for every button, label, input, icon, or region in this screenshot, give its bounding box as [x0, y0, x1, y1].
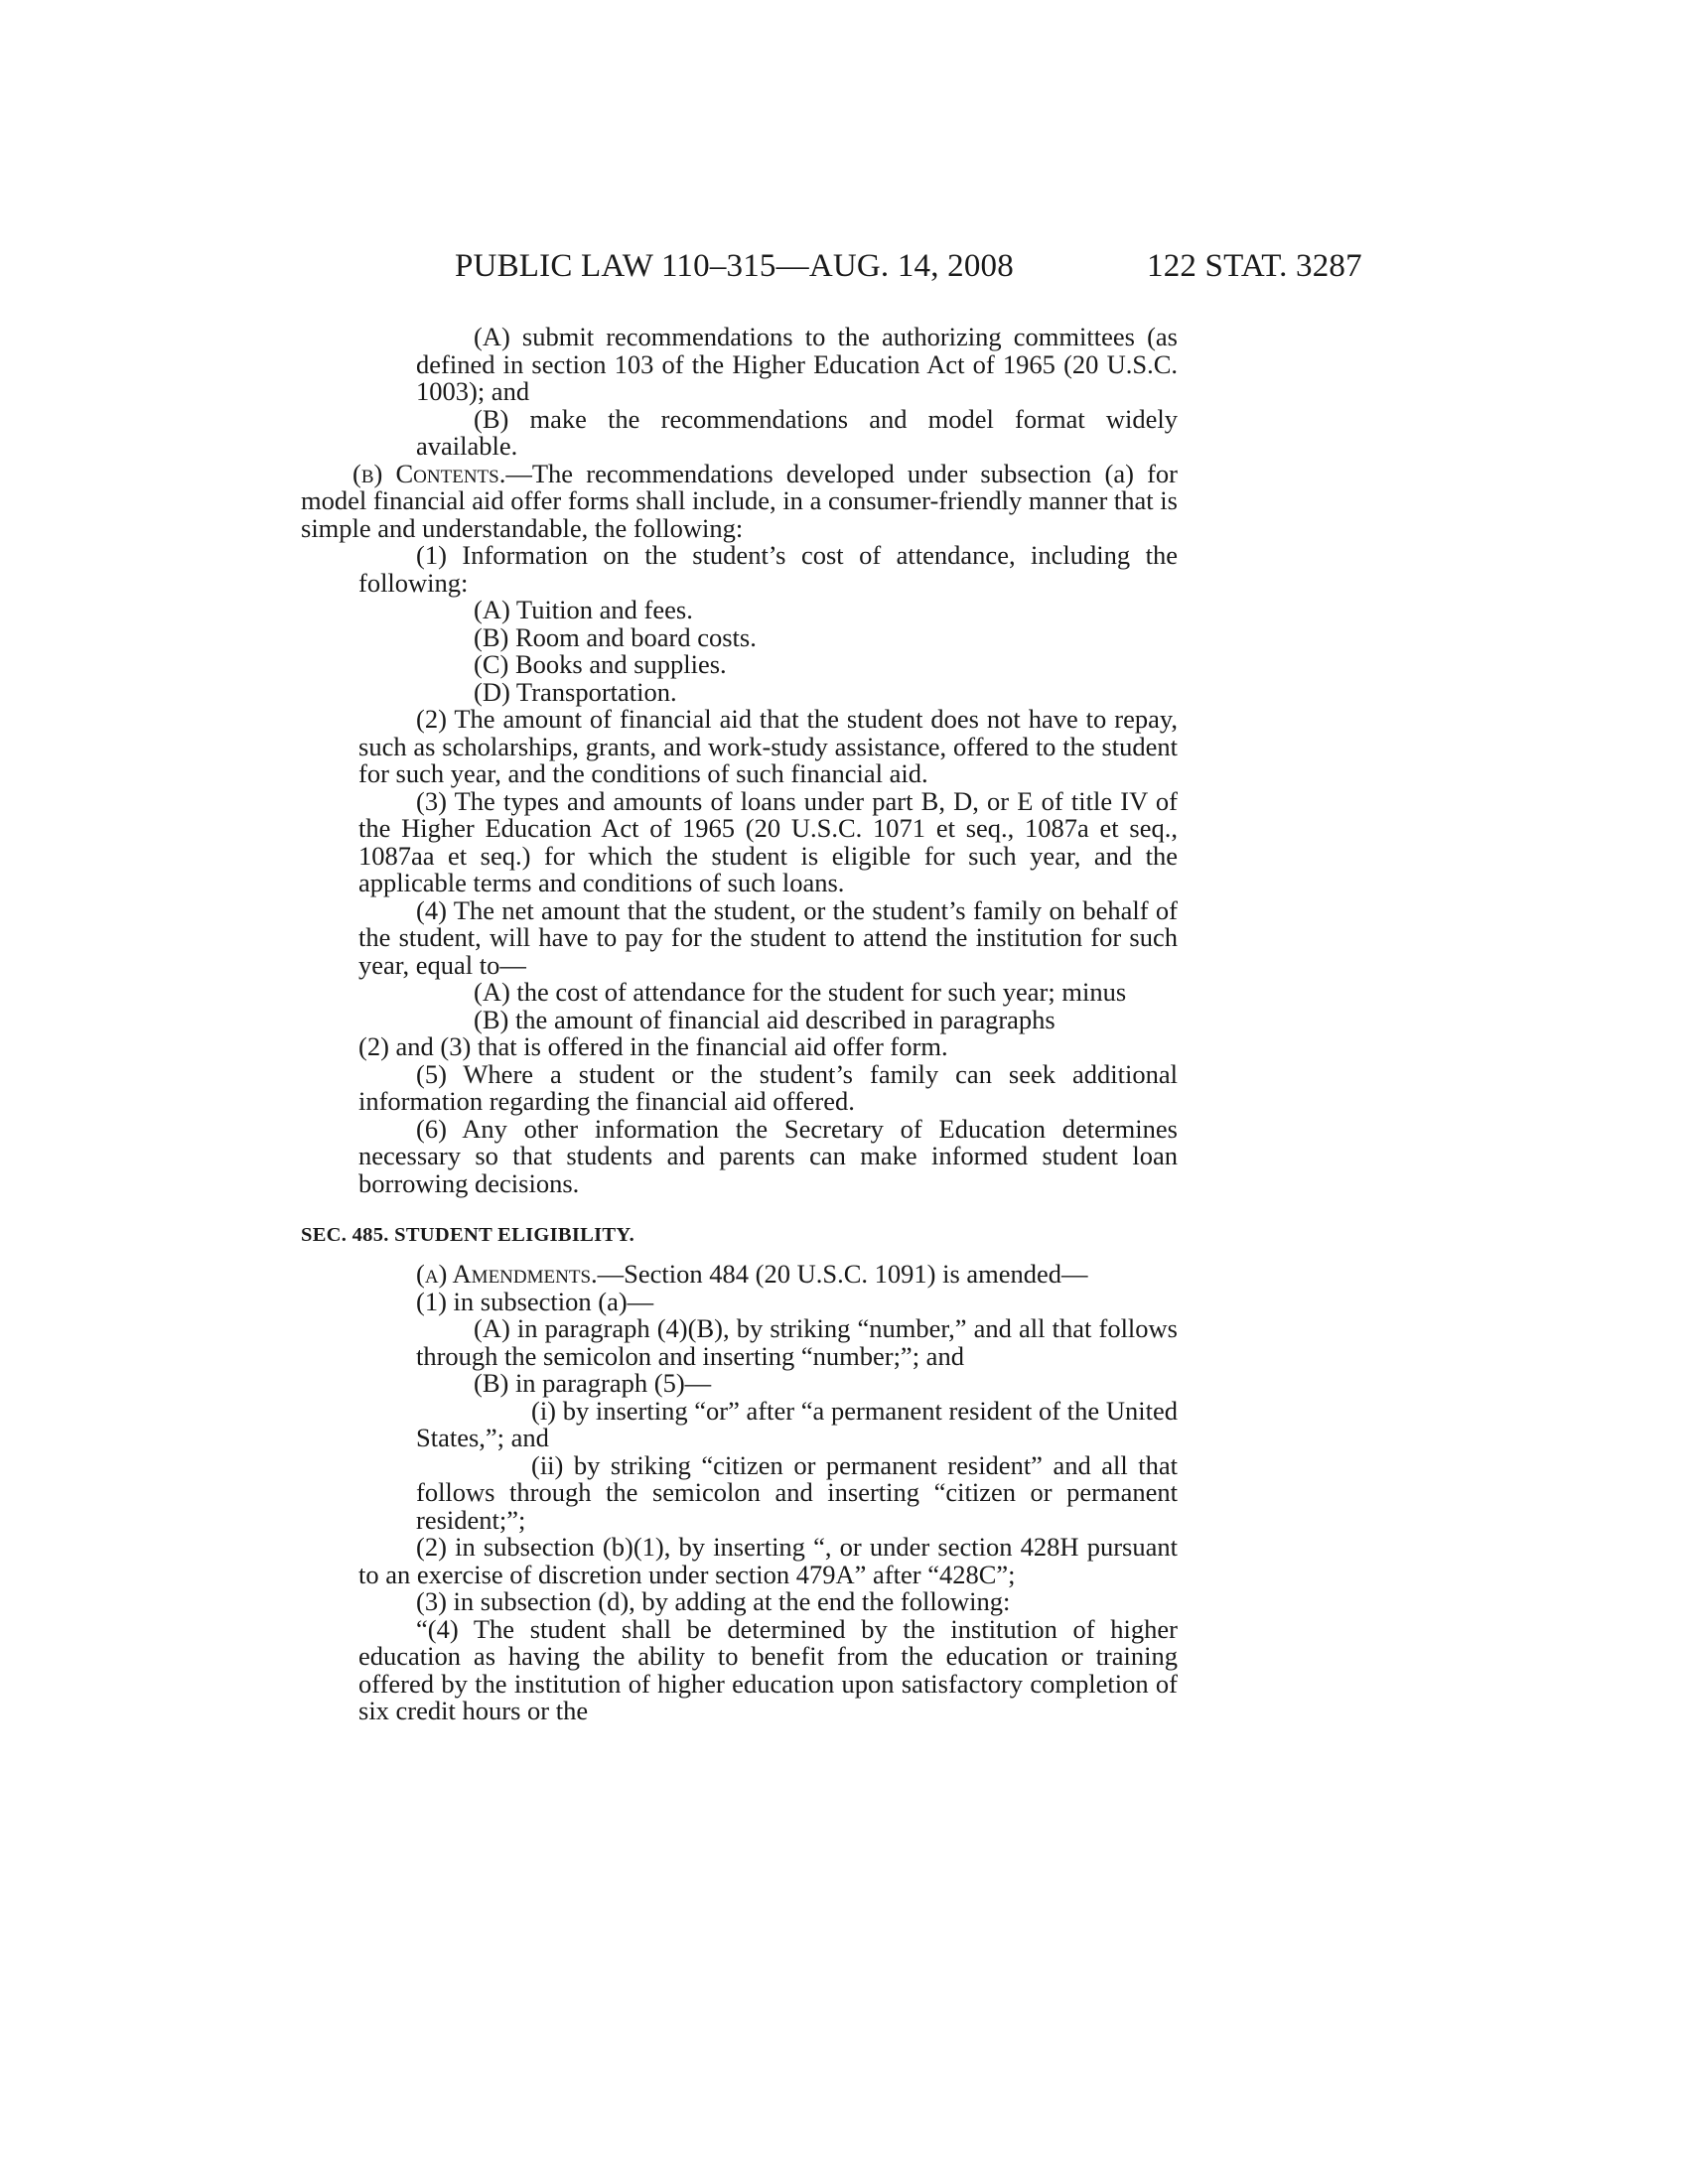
paragraph-text: (B) make the recommendations and model format widely available. — [416, 403, 1178, 461]
paragraph-b-4-cont — [301, 1033, 1178, 1061]
paragraph-s-a — [301, 1261, 1178, 1289]
paragraph-s-a-2 — [301, 1534, 1178, 1588]
paragraph-text: (1) Information on the student’s cost of attendance, including the following: — [358, 540, 1178, 598]
paragraph-s-a-3 — [301, 1588, 1178, 1616]
paragraph-b-1 — [301, 542, 1178, 597]
paragraph-b-4-A — [301, 979, 1178, 1007]
paragraph-b-4 — [301, 894, 1178, 980]
paragraph-text: (3) in subsection (d), by adding at the end the following: — [416, 1586, 1011, 1616]
paragraph-text: (B) in paragraph (5)— — [474, 1368, 712, 1398]
subsection-heading: (a) Amendments. — [416, 1259, 598, 1289]
paragraph-text: (1) in subsection (a)— — [416, 1286, 654, 1316]
paragraph-s-a-1-B-i — [301, 1395, 1178, 1452]
paragraph-s-a-1-A — [301, 1315, 1178, 1370]
paragraph-text: (3) The types and amounts of loans under part B, D, or E of title IV of the Higher Education Act of 1965 (20 U.S.C. 1071 et seq., 1087a et seq., 1087aa et seq.) for which the student is eligible for such year, and the applicable terms and conditions of such loans. — [358, 785, 1178, 897]
paragraph-b-1-D — [301, 676, 1178, 707]
paragraph-a-B — [301, 403, 1178, 461]
running-header-title: PUBLIC LAW 110–315—AUG. 14, 2008 — [455, 248, 1014, 284]
paragraph-text: (2) The amount of financial aid that the student does not have to repay, such as scholarships, grants, and work-study assistance, offered to the student for such year, and the conditions of such financial aid. — [358, 704, 1178, 788]
paragraph-b-1-C — [301, 651, 1178, 679]
paragraph-s-a-1 — [301, 1286, 1178, 1316]
paragraph-text: “(4) The student shall be determined by the institution of higher education as having the ability to benefit from the education or training offered by the institution of higher education upon satisfactory completion of six credit hours or the — [358, 1613, 1178, 1725]
paragraph-text: (6) Any other information the Secretary of Education determines necessary so that students and parents can make informed student loan borrowing decisions. — [358, 1113, 1178, 1198]
paragraph-s-a-1-B — [301, 1370, 1178, 1398]
paragraph-a-A — [301, 324, 1178, 406]
paragraph-b-3 — [301, 785, 1178, 897]
paragraph-b-2 — [301, 706, 1178, 788]
paragraph-text: (5) Where a student or the student’s family can seek additional information regarding the financial aid offered. — [358, 1058, 1178, 1116]
paragraph-b — [301, 458, 1178, 543]
paragraph-text: (A) in paragraph (4)(B), by striking “number,” and all that follows through the semicolon and inserting “number;”; and — [416, 1313, 1178, 1371]
paragraph-b-1-A — [301, 597, 1178, 624]
paragraph-text: (D) Transportation. — [474, 676, 677, 707]
paragraph-text: (A) submit recommendations to the authorizing committees (as defined in section 103 of the Higher Education Act of 1965 (20 U.S.C. 1003); and — [416, 322, 1178, 406]
paragraph-b-6 — [301, 1113, 1178, 1198]
subsection-heading: (b) Contents. — [352, 458, 506, 488]
paragraph-b-5 — [301, 1058, 1178, 1116]
paragraph-s-a-1-B-ii — [301, 1449, 1178, 1535]
paragraph-text: (B) Room and board costs. — [474, 621, 757, 652]
paragraph-text: —The recommendations developed under subsection (a) for model financial aid offer forms shall include, in a consumer-friendly manner that is simple and understandable, the following: — [301, 458, 1178, 543]
paragraph-s-a-3-4 — [301, 1613, 1178, 1725]
section-heading: SEC. 485. STUDENT ELIGIBILITY. — [301, 1224, 634, 1246]
paragraph-b-4-B — [301, 1004, 1178, 1034]
paragraph-text: —Section 484 (20 U.S.C. 1091) is amended— — [597, 1259, 1088, 1289]
paragraph-b-1-B — [301, 621, 1178, 652]
paragraph-text: (i) by inserting “or” after “a permanent resident of the United States,”; and — [416, 1395, 1178, 1452]
paragraph-text: (ii) by striking “citizen or permanent resident” and all that follows through the semicolon and inserting “citizen or permanent resident;”; — [416, 1449, 1178, 1535]
paragraph-text: (4) The net amount that the student, or the student’s family on behalf of the student, will have to pay for the student to attend the institution for such year, equal to— — [358, 894, 1178, 980]
page-statute-number: 122 STAT. 3287 — [1147, 248, 1362, 284]
paragraph-text: (C) Books and supplies. — [474, 649, 727, 679]
paragraph-text: (B) the amount of financial aid described in paragraphs — [474, 1004, 1055, 1034]
paragraph-text: (2) and (3) that is offered in the financial aid offer form. — [358, 1031, 948, 1061]
paragraph-text: (2) in subsection (b)(1), by inserting “, or under section 428H pursuant to an exercise of discretion under section 479A” after “428C”; — [358, 1532, 1178, 1589]
paragraph-text: (A) Tuition and fees. — [474, 595, 693, 624]
subsection-amendments — [301, 1261, 1178, 1725]
subsection-contents — [301, 324, 1178, 1197]
paragraph-text: (A) the cost of attendance for the student for such year; minus — [474, 977, 1127, 1007]
document-body — [301, 324, 1178, 1725]
